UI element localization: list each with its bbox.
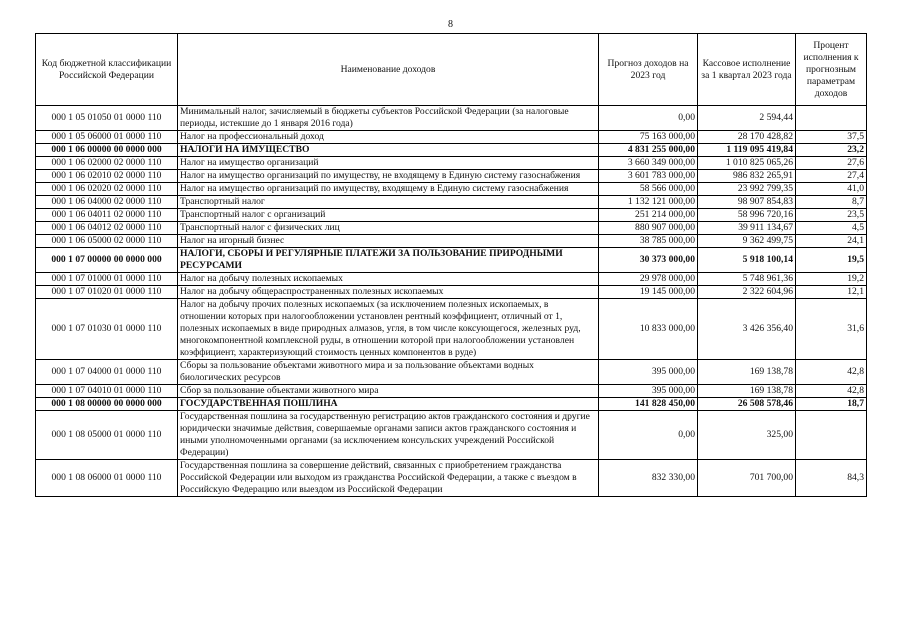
row-percent: 37,5: [796, 131, 867, 144]
row-code: 000 1 07 01030 01 0000 110: [36, 299, 178, 360]
row-code: 000 1 06 00000 00 0000 000: [36, 144, 178, 157]
row-name: Транспортный налог с организаций: [178, 209, 599, 222]
page-number: 8: [448, 19, 453, 30]
row-percent: 42,8: [796, 385, 867, 398]
row-forecast: 832 330,00: [599, 460, 698, 497]
header-actual: Кассовое исполнение за 1 квартал 2023 года: [698, 34, 796, 106]
table-row: [36, 222, 867, 235]
row-forecast: 0,00: [599, 411, 698, 460]
table-row: [36, 144, 867, 157]
row-percent: 27,6: [796, 157, 867, 170]
table-header-row: [36, 34, 867, 106]
row-actual: 325,00: [698, 411, 796, 460]
row-actual: 986 832 265,91: [698, 170, 796, 183]
table-body: [36, 106, 867, 497]
row-name: Налог на добычу общераспространенных полезных ископаемых: [178, 286, 599, 299]
row-name: Налог на имущество организаций по имуществу, входящему в Единую систему газоснабжения: [178, 183, 599, 196]
row-code: 000 1 07 04010 01 0000 110: [36, 385, 178, 398]
row-name: Налог на добычу прочих полезных ископаемых (за исключением полезных ископаемых, в отношении которых при налогообложении установлен рентный коэффициент, отличный от 1, полезных ископаемых в виде природных алмазов, угля, в том числе коксующегося, железных руд, многокомпонентной комплексной руды, в отношении которой при налогообложении установлен коэффициент, характеризующий стоимость ценных компонентов в руде): [178, 299, 599, 360]
row-name: Налог на имущество организаций по имуществу, не входящему в Единую систему газоснабжения: [178, 170, 599, 183]
row-name: Минимальный налог, зачисляемый в бюджеты субъектов Российской Федерации (за налоговые периоды, истекшие до 1 января 2016 года): [178, 106, 599, 131]
row-name: Государственная пошлина за совершение действий, связанных с приобретением гражданства Российской Федерации или выходом из гражданства Российской Федерации, а также с въездом в Российскую Федерацию или выездом из Российской Федерации: [178, 460, 599, 497]
row-actual: 9 362 499,75: [698, 235, 796, 248]
row-code: 000 1 05 01050 01 0000 110: [36, 106, 178, 131]
row-code: 000 1 07 00000 00 0000 000: [36, 248, 178, 273]
row-percent: 84,3: [796, 460, 867, 497]
row-actual: 701 700,00: [698, 460, 796, 497]
row-forecast: 3 601 783 000,00: [599, 170, 698, 183]
row-name: Налог на добычу полезных ископаемых: [178, 273, 599, 286]
row-forecast: 10 833 000,00: [599, 299, 698, 360]
table-row: [36, 411, 867, 460]
row-forecast: 58 566 000,00: [599, 183, 698, 196]
row-actual: 3 426 356,40: [698, 299, 796, 360]
table-row: [36, 248, 867, 273]
row-code: 000 1 08 00000 00 0000 000: [36, 398, 178, 411]
row-percent: 23,2: [796, 144, 867, 157]
row-code: 000 1 05 06000 01 0000 110: [36, 131, 178, 144]
row-actual: 169 138,78: [698, 360, 796, 385]
row-percent: 19,5: [796, 248, 867, 273]
row-actual: 39 911 134,67: [698, 222, 796, 235]
row-code: 000 1 06 04011 02 0000 110: [36, 209, 178, 222]
table-row: [36, 235, 867, 248]
table-row: [36, 157, 867, 170]
row-name: Налог на имущество организаций: [178, 157, 599, 170]
table-row: [36, 385, 867, 398]
row-percent: 8,7: [796, 196, 867, 209]
row-code: 000 1 07 01020 01 0000 110: [36, 286, 178, 299]
table-row: [36, 398, 867, 411]
row-code: 000 1 06 02020 02 0000 110: [36, 183, 178, 196]
header-code: Код бюджетной классификации Российской Федерации: [36, 34, 178, 106]
row-name: Налог на игорный бизнес: [178, 235, 599, 248]
row-code: 000 1 06 02010 02 0000 110: [36, 170, 178, 183]
header-percent: Процент исполнения к прогнозным параметрам доходов: [796, 34, 867, 106]
row-forecast: 0,00: [599, 106, 698, 131]
row-percent: 41,0: [796, 183, 867, 196]
table-row: [36, 299, 867, 360]
row-actual: 28 170 428,82: [698, 131, 796, 144]
row-name: Транспортный налог: [178, 196, 599, 209]
row-percent: 24,1: [796, 235, 867, 248]
row-forecast: 880 907 000,00: [599, 222, 698, 235]
row-actual: 98 907 854,83: [698, 196, 796, 209]
row-percent: [796, 411, 867, 460]
row-actual: 169 138,78: [698, 385, 796, 398]
header-name: Наименование доходов: [178, 34, 599, 106]
row-actual: 23 992 799,35: [698, 183, 796, 196]
row-forecast: 4 831 255 000,00: [599, 144, 698, 157]
row-name: ГОСУДАРСТВЕННАЯ ПОШЛИНА: [178, 398, 599, 411]
table-row: [36, 273, 867, 286]
row-name: Сбор за пользование объектами животного мира: [178, 385, 599, 398]
row-forecast: 251 214 000,00: [599, 209, 698, 222]
table-row: [36, 286, 867, 299]
row-code: 000 1 06 05000 02 0000 110: [36, 235, 178, 248]
row-code: 000 1 06 02000 02 0000 110: [36, 157, 178, 170]
row-forecast: 141 828 450,00: [599, 398, 698, 411]
row-forecast: 3 660 349 000,00: [599, 157, 698, 170]
row-actual: 1 119 095 419,84: [698, 144, 796, 157]
row-name: Государственная пошлина за государственную регистрацию актов гражданского состояния и другие юридически значимые действия, совершаемые органами записи актов гражданского состояния и иными уполномоченными органами (за исключением консульских учреждений Российской Федерации): [178, 411, 599, 460]
row-percent: 19,2: [796, 273, 867, 286]
row-code: 000 1 06 04000 02 0000 110: [36, 196, 178, 209]
row-percent: 27,4: [796, 170, 867, 183]
row-percent: 18,7: [796, 398, 867, 411]
table-row: [36, 183, 867, 196]
row-actual: 1 010 825 065,26: [698, 157, 796, 170]
row-code: 000 1 07 04000 01 0000 110: [36, 360, 178, 385]
row-percent: 31,6: [796, 299, 867, 360]
row-percent: 23,5: [796, 209, 867, 222]
row-forecast: 75 163 000,00: [599, 131, 698, 144]
row-code: 000 1 06 04012 02 0000 110: [36, 222, 178, 235]
row-forecast: 395 000,00: [599, 360, 698, 385]
row-actual: 58 996 720,16: [698, 209, 796, 222]
row-forecast: 19 145 000,00: [599, 286, 698, 299]
header-forecast: Прогноз доходов на 2023 год: [599, 34, 698, 106]
row-name: НАЛОГИ, СБОРЫ И РЕГУЛЯРНЫЕ ПЛАТЕЖИ ЗА ПОЛЬЗОВАНИЕ ПРИРОДНЫМИ РЕСУРСАМИ: [178, 248, 599, 273]
row-forecast: 30 373 000,00: [599, 248, 698, 273]
row-actual: 26 508 578,46: [698, 398, 796, 411]
row-forecast: 29 978 000,00: [599, 273, 698, 286]
row-percent: 42,8: [796, 360, 867, 385]
row-name: НАЛОГИ НА ИМУЩЕСТВО: [178, 144, 599, 157]
row-name: Транспортный налог с физических лиц: [178, 222, 599, 235]
table-row: [36, 360, 867, 385]
row-name: Сборы за пользование объектами животного мира и за пользование объектами водных биологических ресурсов: [178, 360, 599, 385]
row-forecast: 395 000,00: [599, 385, 698, 398]
row-code: 000 1 08 06000 01 0000 110: [36, 460, 178, 497]
row-forecast: 1 132 121 000,00: [599, 196, 698, 209]
row-percent: 12,1: [796, 286, 867, 299]
table-row: [36, 131, 867, 144]
row-percent: 4,5: [796, 222, 867, 235]
row-actual: 2 322 604,96: [698, 286, 796, 299]
table-row: [36, 196, 867, 209]
row-percent: [796, 106, 867, 131]
row-actual: 5 918 100,14: [698, 248, 796, 273]
table-row: [36, 209, 867, 222]
row-name: Налог на профессиональный доход: [178, 131, 599, 144]
row-code: 000 1 08 05000 01 0000 110: [36, 411, 178, 460]
row-actual: 2 594,44: [698, 106, 796, 131]
table-row: [36, 170, 867, 183]
row-actual: 5 748 961,36: [698, 273, 796, 286]
table-row: [36, 106, 867, 131]
table-row: [36, 460, 867, 497]
row-forecast: 38 785 000,00: [599, 235, 698, 248]
revenue-table: [35, 33, 867, 497]
row-code: 000 1 07 01000 01 0000 110: [36, 273, 178, 286]
